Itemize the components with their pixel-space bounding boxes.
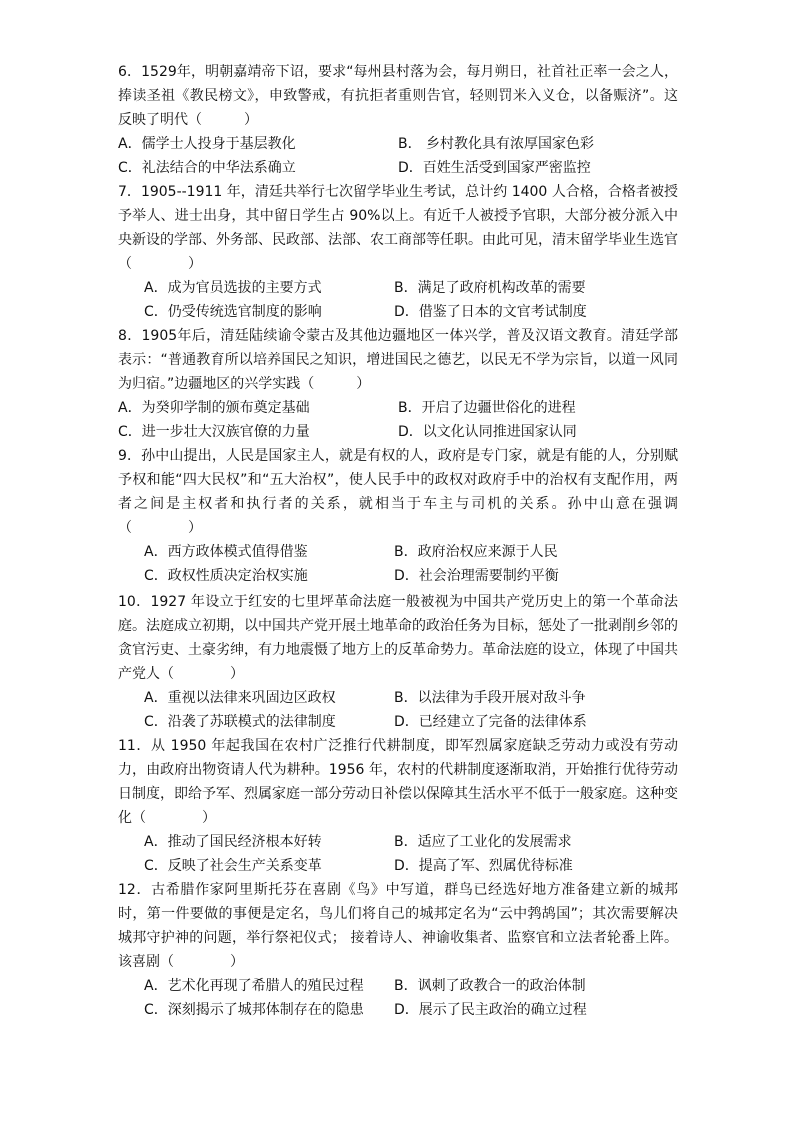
options-group xyxy=(118,686,678,734)
option-a[interactable]: A．重视以法律来巩固边区政权 xyxy=(144,690,336,706)
option-d[interactable]: D．展示了民主政治的确立过程 xyxy=(394,1002,587,1018)
option-a[interactable]: A．为癸卯学制的颁布奠定基础 xyxy=(118,400,310,416)
options-group xyxy=(118,540,678,588)
option-d[interactable]: D．社会治理需要制约平衡 xyxy=(394,568,559,584)
option-b[interactable]: B．开启了边疆世俗化的进程 xyxy=(398,400,576,416)
question-12 xyxy=(118,878,678,1022)
option-b[interactable]: B．以法律为手段开展对敌斗争 xyxy=(394,690,586,706)
option-a[interactable]: A．艺术化再现了希腊人的殖民过程 xyxy=(144,978,364,994)
option-d[interactable]: D．借鉴了日本的文官考试制度 xyxy=(394,304,587,320)
question-10 xyxy=(118,590,678,734)
option-c[interactable]: C．深刻揭示了城邦体制存在的隐患 xyxy=(144,1002,364,1018)
question-stem: 7．1905--1911 年，清廷共举行七次留学毕业生考试，总计约 1400 人合格，合格者被授予举人、进士出身，其中留日学生占 90%以上。有近千人被授予官职，大部分被分派入中央新设的学部、外务部、民政部、法部、农工商部等任职。由此可见，清末留学毕业生选官（ ） xyxy=(118,184,678,272)
option-c[interactable]: C．礼法结合的中华法系确立 xyxy=(118,160,296,176)
options-group xyxy=(118,830,678,878)
option-c[interactable]: C．沿袭了苏联模式的法律制度 xyxy=(144,714,336,730)
option-b[interactable]: B．政府治权应来源于人民 xyxy=(394,544,558,560)
option-b[interactable]: B． 乡村教化具有浓厚国家色彩 xyxy=(398,136,595,152)
exam-page xyxy=(118,60,678,1022)
option-b[interactable]: B．讽刺了政教合一的政治体制 xyxy=(394,978,586,994)
option-c[interactable]: C．仍受传统选官制度的影响 xyxy=(144,304,322,320)
options-group xyxy=(118,276,678,324)
option-c[interactable]: C．政权性质决定治权实施 xyxy=(144,568,308,584)
question-8 xyxy=(118,324,678,444)
option-a[interactable]: A．成为官员选拔的主要方式 xyxy=(144,280,322,296)
option-d[interactable]: D．以文化认同推进国家认同 xyxy=(398,424,577,440)
question-6 xyxy=(118,60,678,180)
question-9 xyxy=(118,444,678,588)
option-c[interactable]: C．反映了社会生产关系变革 xyxy=(144,858,322,874)
question-stem: 9．孙中山提出，人民是国家主人，就是有权的人，政府是专门家，就是有能的人，分别赋予权和能“四大民权”和“五大治权”，使人民手中的政权对政府手中的治权有支配作用，两者之间是主权者和执行者的关系，就相当于车主与司机的关系。孙中山意在强调（ ） xyxy=(118,448,678,536)
option-d[interactable]: D．已经建立了完备的法律体系 xyxy=(394,714,587,730)
question-stem: 6．1529年，明朝嘉靖帝下诏，要求“每州县村落为会，每月朔日，社首社正率一会之人，捧读圣祖《教民榜文》，申致警戒，有抗拒者重则告官，轻则罚米入义仓，以备赈济”。这反映了明代（ ） xyxy=(118,64,678,128)
option-a[interactable]: A．推动了国民经济根本好转 xyxy=(144,834,322,850)
question-11 xyxy=(118,734,678,878)
option-a[interactable]: A．儒学士人投身于基层教化 xyxy=(118,136,296,152)
option-a[interactable]: A．西方政体模式值得借鉴 xyxy=(144,544,308,560)
options-group xyxy=(118,396,678,444)
option-d[interactable]: D．提高了军、烈属优待标准 xyxy=(394,858,573,874)
question-7 xyxy=(118,180,678,324)
option-b[interactable]: B．适应了工业化的发展需求 xyxy=(394,834,572,850)
question-stem: 12．古希腊作家阿里斯托芬在喜剧《鸟》中写道，群鸟已经选好地方准备建立新的城邦时，第一件要做的事便是定名，鸟儿们将自己的城邦定名为“云中鹁鸪国”；其次需要解决城邦守护神的问题，举行祭祀仪式； 接着诗人、神谕收集者、监察官和立法者轮番上阵。该喜剧（ ） xyxy=(118,882,678,970)
question-stem: 10．1927 年设立于红安的七里坪革命法庭一般被视为中国共产党历史上的第一个革命法庭。法庭成立初期，以中国共产党开展土地革命的政治任务为目标，惩处了一批剥削乡邻的贪官污吏、土豪劣绅，有力地震慑了地方上的反革命势力。革命法庭的设立，体现了中国共产党人（ ） xyxy=(118,594,678,682)
question-stem: 11．从 1950 年起我国在农村广泛推行代耕制度，即军烈属家庭缺乏劳动力或没有劳动力，由政府出物资请人代为耕种。1956 年，农村的代耕制度逐渐取消，开始推行优待劳动日制度，即给予军、烈属家庭一部分劳动日补偿以保障其生活水平不低于一般家庭。这种变化（ ） xyxy=(118,738,678,826)
option-c[interactable]: C．进一步壮大汉族官僚的力量 xyxy=(118,424,310,440)
options-group xyxy=(118,132,678,180)
question-stem: 8．1905年后，清廷陆续谕令蒙古及其他边疆地区一体兴学，普及汉语文教育。清廷学部表示：“普通教育所以培养国民之知识，增进国民之德艺，以民无不学为宗旨，以道一风同为归宿。”边疆地区的兴学实践（ ） xyxy=(118,328,678,392)
option-b[interactable]: B．满足了政府机构改革的需要 xyxy=(394,280,586,296)
options-group xyxy=(118,974,678,1022)
option-d[interactable]: D．百姓生活受到国家严密监控 xyxy=(398,160,591,176)
